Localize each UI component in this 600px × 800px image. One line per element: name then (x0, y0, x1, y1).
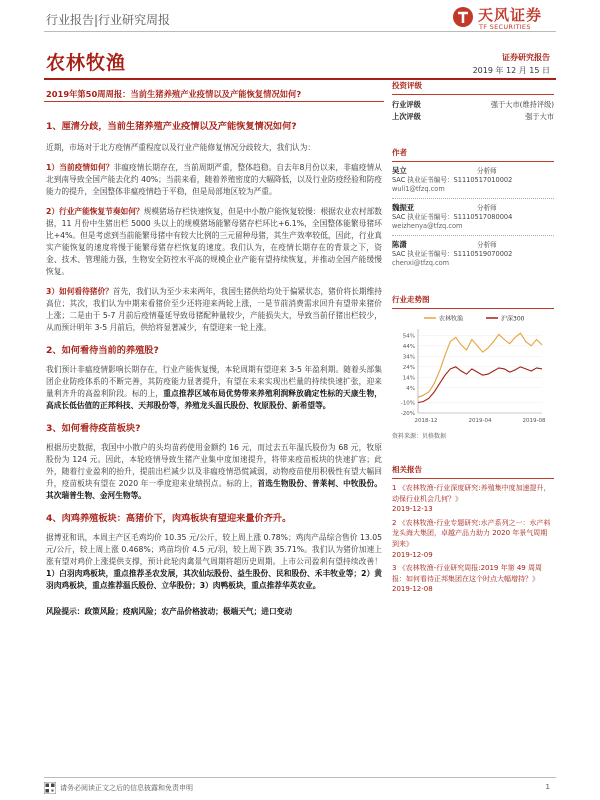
y-tick-label: 54% (402, 333, 415, 340)
company-logo (452, 4, 562, 34)
legend-label: 农林牧渔 (439, 315, 464, 323)
section-3-title: 3、如何看待疫苗板块? (46, 423, 141, 434)
related-title: 相关报告 (392, 465, 422, 474)
sidebar (392, 80, 554, 595)
series-line (418, 367, 542, 403)
section-1-title: 1、厘清分歧，当前生猪养殖产业疫情以及产能恢复情况如何? (46, 121, 297, 132)
doc-date: 2019 年 12 月 15 日 (472, 66, 550, 75)
subtitle-divider (44, 101, 384, 102)
point-3-lead: 3）如何看待猪价？ (46, 287, 113, 296)
section-1-point-2 (46, 206, 382, 278)
page-number: 1 (545, 783, 550, 791)
analyst-email[interactable]: chenxi@tfzq.com (392, 259, 450, 267)
report-subtitle: 2019年第50周周报：当前生猪养殖产业疫情以及产能恢复情况如何? (46, 89, 302, 99)
related-divider (392, 478, 554, 479)
doc-type: 证券研究报告 (502, 53, 550, 62)
logo-en: TF SECURITIES (479, 23, 531, 31)
related-report[interactable]: 2 《农林牧渔-行业专题研究:水产系列之一：水产料龙头海大集团，卓越产品力助力 2020 年景气周期到来》 2019-12-09 (392, 518, 551, 559)
qr-code-icon (44, 782, 56, 794)
point-1-text: 非瘟疫情长期存在，当前周期严重，整体趋稳。自去年8月份以来，非瘟疫情从北到南导致全国产能去化约 40%；当前来看，随着养殖密度的大幅降低，以及行业防疫经验和防疫能力的提升，全国整体非瘟疫情趋于平稳，但是局部地区较为严重。 (46, 163, 382, 196)
rating-divider (392, 94, 554, 95)
page-title: 农林牧渔 (46, 52, 127, 74)
section-3-recommend: 首选生物股份、普莱柯、中牧股份。其次瑞普生物、金河生物等。 (46, 479, 382, 500)
analysts-title: 作者 (392, 148, 407, 157)
risk-warning (46, 606, 382, 618)
section-4-recommend: 1）白羽肉鸡板块，重点推荐圣农发展，其次仙坛股份、益生股份、民和股份、禾丰牧业等；2）黄羽肉鸡板块，重点推荐温氏股份、立华股份；3）肉鸭板块，重点推荐华英农业。 (46, 569, 382, 590)
x-tick-label: 2019-08 (522, 418, 546, 424)
section-4-title: 4、肉鸡养殖板块：高猪价下，肉鸡板块有望迎来量价齐升。 (46, 513, 292, 524)
chart-divider (392, 308, 554, 309)
analyst-card: 陈潇 分析师 SAC 执业证书编号：S1110519070002 chenxi@tfzq.com (392, 240, 554, 268)
tf-logo-icon (452, 6, 474, 28)
industry-trend-chart (392, 311, 554, 429)
section-4-text: 据博亚和讯，本周主产区毛鸡均价 10.35 元/公斤，较上周上涨 0.78%；鸡肉产品综合售价 13.05 元/公斤，较上周上涨 0.468%；鸡苗均价 4.5 元/羽，较上周下跌 35.71%。我们认为猪价加速上涨有望对鸡价上涨提供支撑，预计此轮肉禽景气周期将超历史周期。上市公司盈利有望持续改善！1）白羽肉鸡板块，重点推荐圣农发展，其次仙坛股份、益生股份、民和股份、禾丰牧业等；2）黄羽肉鸡板块，重点推荐温氏股份、立华股份；3）肉鸭板块，重点推荐华英农业。 (46, 533, 382, 590)
analyst-divider (392, 198, 554, 199)
section-1-point-3 (46, 286, 382, 334)
risk-lead: 风险提示： (46, 607, 85, 616)
section-2-title: 2、如何看待当前的养殖股? (46, 345, 159, 356)
y-tick-label: 34% (402, 354, 415, 361)
chart-title: 行业走势图 (392, 295, 430, 304)
analyst-card: 魏振亚 分析师 SAC 执业证书编号：S1110517080004 weizhenya@tfzq.com (392, 203, 554, 231)
rating-row: 上次评级 强于大市 (392, 112, 554, 121)
header-divider (44, 31, 556, 32)
section-3-text: 根据历史数据，我国中小散户的头均苗药使用金额约 16 元，而过去五年温氏股份为 68 元，牧原股份为 124 元。因此，本轮疫情导致生猪产业集中度加速提升，将带来疫苗板块的快速扩容；此外，随着行业盈利的抬升，提前出栏减少以及非瘟疫情恐慌减弱，动物疫苗使用积极性有望大幅回升，疫苗板块有望在 2020 年一季度迎来业绩拐点。标的上，首选生物股份、普莱柯、中牧股份。其次瑞普生物、金河生物等。 (46, 443, 382, 500)
point-2-text: 规模猪场存栏快速恢复，但是中小散户能恢复较慢：根据农业农村部数据，11 月份中生猪出栏 5000 头以上的规模猪场能繁母猪存栏环比+6.1%，全国整体能繁母猪环比+4%。但是考虑到当前能繁母猪中有较大比例的三元留种母猪，其生产效率较低，因此，行业真实产能恢复的速度将慢于能繁母猪存栏恢复的速度。我们认为，在疫情长期存在的背景之下，资金、技术、管理能力强，生物安全防控水平高的规模企业产能有望持续恢复，并推动全国产能缓慢恢复。 (46, 207, 382, 276)
rating-title: 投资评级 (392, 81, 422, 90)
rating-row: 行业评级 强于大市(维持评级) (392, 100, 554, 109)
point-2-lead: 2）行业产能恢复节奏如何？ (46, 207, 144, 216)
y-tick-label: -20% (400, 411, 415, 417)
analyst-email[interactable]: weizhenya@tfzq.com (392, 222, 463, 230)
report-category: 行业报告|行业研究周报 (46, 13, 171, 27)
main-body (46, 120, 382, 618)
legend-label: 沪深300 (501, 315, 525, 323)
y-tick-label: -10% (400, 400, 415, 407)
y-tick-label: 44% (402, 343, 415, 350)
x-tick-label: 2019-04 (468, 418, 492, 424)
point-3-text: 首先，我们认为至少未来两年，我国生猪供给均处于偏紧状态，猪价将长期维持高位；其次，我们认为中期来看猪价至少还将迎来两轮上涨，一是节前消费需求回升有望带来猪价上涨；二是由于 5-7 月前后疫情蔓延导致母猪配种量较少，产能损失大，导致当前仔猪出栏较少，从而预计明年 3-5 月前后，供给将显著减少，有望迎来一轮上涨。 (46, 287, 382, 332)
chart-source: 资料来源：贝格数据 (392, 433, 447, 440)
related-report[interactable]: 1 《农林牧渔-行业深度研究:养殖集中度加速提升，动保行业机会几何？》 2019-12-13 (392, 484, 551, 514)
y-tick-label: 14% (402, 375, 415, 382)
analyst-divider (392, 235, 554, 236)
section-2-recommend: 重点推荐区域布局优势带来养殖利润释放确定性标的天康生物，高成长低估值的正邦科技、天邦股份等，养殖龙头温氏股份、牧原股份、新希望等。 (46, 389, 382, 410)
risk-text: 政策风险；疫病风险；农产品价格波动；极端天气；进口变动 (84, 607, 293, 616)
analyst-card: 吴立 分析师 SAC 执业证书编号：S1110517010002 wuli1@tfzq.com (392, 166, 554, 194)
analysts-divider (392, 161, 554, 162)
footer-disclaimer: 请务必阅读正文之后的信息披露和免责申明 (60, 784, 193, 792)
x-tick-label: 2018-12 (414, 418, 438, 424)
analyst-email[interactable]: wuli1@tfzq.com (392, 185, 445, 193)
section-1-intro: 近期，市场对于北方疫情严重程度以及行业产能修复情况分歧较大，我们认为： (46, 143, 316, 152)
point-1-lead: 1）当前疫情如何？ (46, 163, 114, 172)
footer-divider (44, 777, 556, 778)
logo-cn: 天风证券 (478, 6, 543, 24)
section-2-text: 我们预计非瘟疫情影响长期存在，行业产能恢复慢，本轮周期有望迎来 3-5 年盈利期。随着头部集团企业防疫体系的不断完善，其防疫能力显著提升，有望在未来实现出栏量的持续快速扩张，迎来量利齐升的高盈利阶段。标的上，重点推荐区域布局优势带来养殖利润释放确定性标的天康生物，高成长低估值的正邦科技、天邦股份等，养殖龙头温氏股份、牧原股份、新希望等。 (46, 365, 382, 410)
y-tick-label: 4% (406, 385, 415, 392)
y-tick-label: 24% (402, 364, 415, 371)
related-report[interactable]: 3 《农林牧渔-行业研究周报:2019 年第 49 周周报：如何看待正邦集团在这个时点大幅增持？》 2019-12-08 (392, 564, 542, 594)
section-1-point-1 (46, 162, 382, 198)
